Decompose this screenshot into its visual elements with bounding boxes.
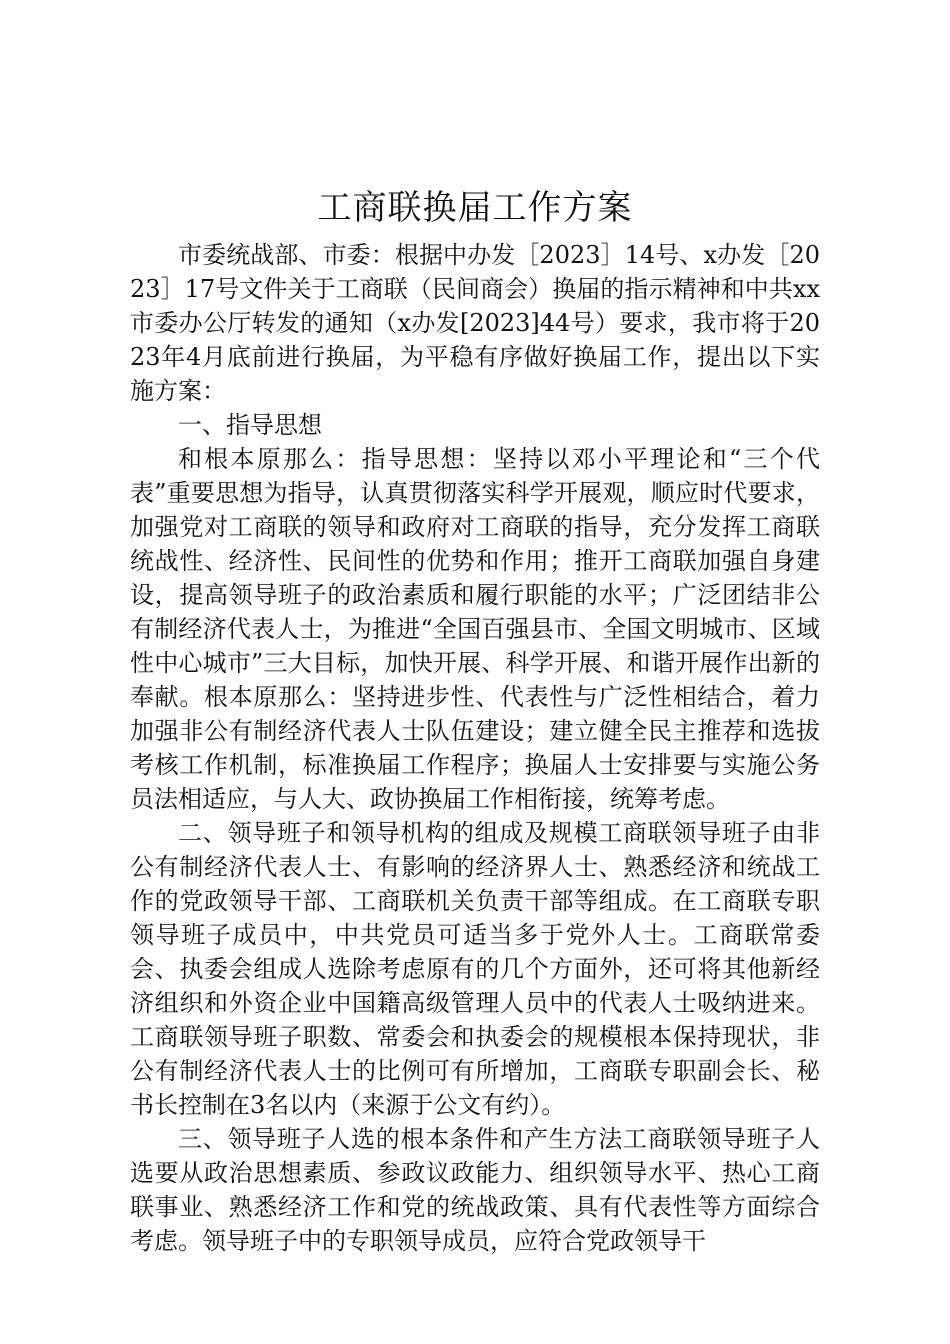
- document-page: [130, 180, 820, 1258]
- paragraph-leadership-composition: 二、领导班子和领导机构的组成及规模工商联领导班子由非公有制经济代表人士、有影响的经济界人士、熟悉经济和统战工作的党政领导干部、工商联机关负责干部等组成。在工商联专职领导班子成员中，中共党员可适当多于党外人士。工商联常委会、执委会组成人选除考虑原有的几个方面外，还可将其他新经济组织和外资企业中国籍高级管理人员中的代表人士吸纳进来。工商联领导班子职数、常委会和执委会的规模根本保持现状，非公有制经济代表人士的比例可有所增加，工商联专职副会长、秘书长控制在3名以内（来源于公文有约）。: [130, 819, 820, 1119]
- document-title: 工商联换届工作方案: [317, 188, 633, 228]
- heading-guiding-thought: 一、指导思想: [178, 411, 322, 439]
- paragraph-guiding-principles: 和根本原那么：指导思想：坚持以邓小平理论和“三个代表”重要思想为指导，认真贯彻落实科学开展观，顺应时代要求，加强党对工商联的领导和政府对工商联的指导，充分发挥工商联统战性、经济性、民间性的优势和作用；推开工商联加强自身建设，提高领导班子的政治素质和履行职能的水平；广泛团结非公有制经济代表人士，为推进“全国百强县市、全国文明城市、区域性中心城市”三大目标，加快开展、科学开展、和谐开展作出新的奉献。根本原那么：坚持进步性、代表性与广泛性相结合，着力加强非公有制经济代表人士队伍建设；建立健全民主推荐和选拔考核工作机制，标准换届工作程序；换届人士安排要与实施公务员法相适应，与人大、政协换届工作相衔接，统筹考虑。: [130, 445, 820, 813]
- paragraph-candidate-conditions: 三、领导班子人选的根本条件和产生方法工商联领导班子人选要从政治思想素质、参政议政能力、组织领导水平、热心工商联事业、熟悉经济工作和党的统战政策、具有代表性等方面综合考虑。领导班子中的专职领导成员，应符合党政领导干: [130, 1125, 820, 1255]
- paragraph-intro: 市委统战部、市委：根据中办发［2023］14号、x办发［2023］17号文件关于工商联（民间商会）换届的指示精神和中共xx市委办公厅转发的通知（x办发[2023]44号）要求，我市将于2023年4月底前进行换届，为平稳有序做好换届工作，提出以下实施方案：: [130, 241, 820, 405]
